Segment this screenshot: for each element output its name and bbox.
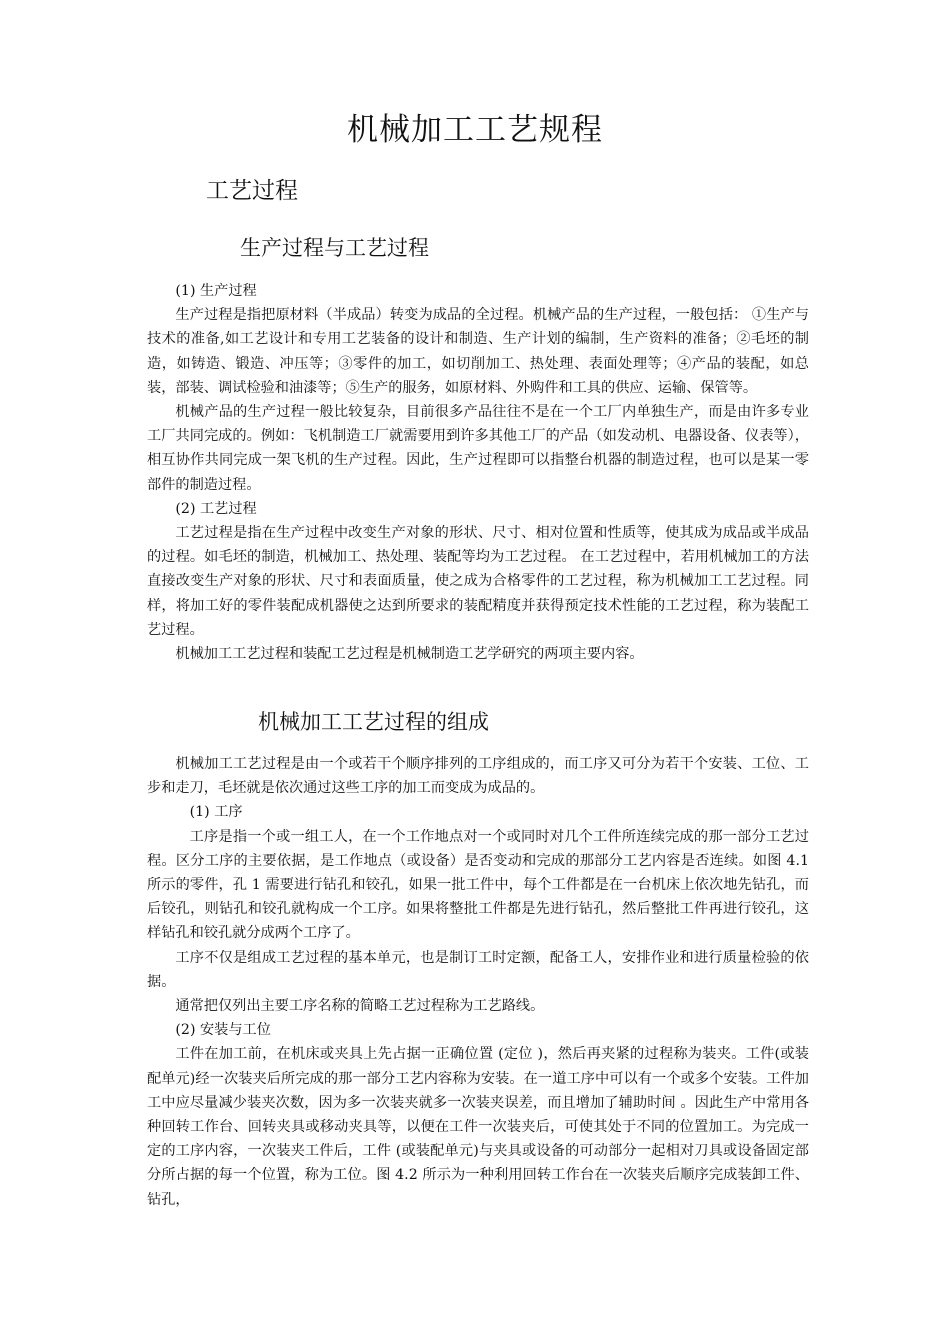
item-technological-process: (2) 工艺过程: [175, 500, 257, 517]
paragraph: 机械加工工艺过程和装配工艺过程是机械制造工艺学研究的两项主要内容。: [175, 646, 644, 663]
section-heading-process: 工艺过程: [206, 178, 298, 204]
item-operation: (1) 工序: [189, 804, 243, 821]
paragraph: 机械加工工艺过程是由一个或若干个顺序排列的工序组成的，而工序又可分为若干个安装、工位、工步和走刀，毛坯就是依次通过这些工序的加工而变成为成品的。: [147, 756, 809, 797]
section-2-body: [147, 752, 809, 1212]
paragraph: 工件在加工前，在机床或夹具上先占据一正确位置 (定位 )，然后再夹紧的过程称为装夹。工件(或装配单元)经一次装夹后所完成的那一部分工艺内容称为安装。在一道工序中可以有一个或多个安装。工件加工中应尽量减少装夹次数，因为多一次装夹就多一次装夹误差，而且增加了辅助时间 。因此生产中常用各种回转工作台、回转夹具或移动夹具等，以便在工件一次装夹后，可使其处于不同的位置加工。为完成一定的工序内容，一次装夹工件后，工件 (或装配单元)与夹具或设备的可动部分一起相对刀具或设备固定部分所占据的每一个位置，称为工位。图 4.2 所示为一种利用回转工作台在一次装夹后顺序完成装卸工件、钻孔，: [147, 1046, 809, 1208]
paragraph: 工序是指一个或一组工人，在一个工作地点对一个或同时对几个工件所连续完成的那一部分工艺过程。区分工序的主要依据，是工作地点（或设备）是否变动和完成的那部分工艺内容是否连续。如图 4.1 所示的零件，孔 1 需要进行钻孔和铰孔，如果一批工件中，每个工件都是在一台机床上依次地先钻孔，而后铰孔，则钻孔和铰孔就构成一个工序。如果将整批工件都是先进行钻孔，然后整批工件再进行铰孔，这样钻孔和铰孔就分成两个工序了。: [147, 828, 809, 942]
item-setup-and-position: (2) 安装与工位: [175, 1022, 271, 1039]
paragraph: 工艺过程是指在生产过程中改变生产对象的形状、尺寸、相对位置和性质等，使其成为成品或半成品的过程。如毛坯的制造，机械加工、热处理、装配等均为工艺过程。 在工艺过程中，若用机械加工的方法直接改变生产对象的形状、尺寸和表面质量，使之成为合格零件的工艺过程，称为机械加工工艺过程。同样，将加工好的零件装配成机器使之达到所要求的装配精度并获得预定技术性能的工艺过程，称为装配工艺过程。: [147, 525, 809, 638]
section-1-body: [147, 279, 809, 666]
document-title: 机械加工工艺规程: [347, 112, 603, 148]
paragraph: 工序不仅是组成工艺过程的基本单元，也是制订工时定额，配备工人，安排作业和进行质量检验的依据。: [147, 949, 809, 990]
paragraph: 通常把仅列出主要工序名称的简略工艺过程称为工艺路线。: [175, 998, 545, 1015]
subsection-heading-production: 生产过程与工艺过程: [240, 236, 429, 260]
paragraph: 生产过程是指把原材料（半成品）转变为成品的全过程。机械产品的生产过程，一般包括： ①生产与技术的准备,如工艺设计和专用工艺装备的设计和制造、生产计划的编制，生产资料的准备；②毛坯的制造，如铸造、锻造、冲压等；③零件的加工，如切削加工、热处理、表面处理等；④产品的装配，如总装，部装、调试检验和油漆等；⑤生产的服务，如原材料、外购件和工具的供应、运输、保管等。: [147, 307, 809, 396]
subsection-heading-composition: 机械加工工艺过程的组成: [258, 710, 489, 734]
item-production-process: (1) 生产过程: [175, 283, 257, 299]
paragraph: 机械产品的生产过程一般比较复杂，目前很多产品往往不是在一个工厂内单独生产，而是由许多专业工厂共同完成的。例如：飞机制造工厂就需要用到许多其他工厂的产品（如发动机、电器设备、仪表等），相互协作共同完成一架飞机的生产过程。因此，生产过程即可以指整台机器的制造过程，也可以是某一零部件的制造过程。: [147, 404, 809, 493]
